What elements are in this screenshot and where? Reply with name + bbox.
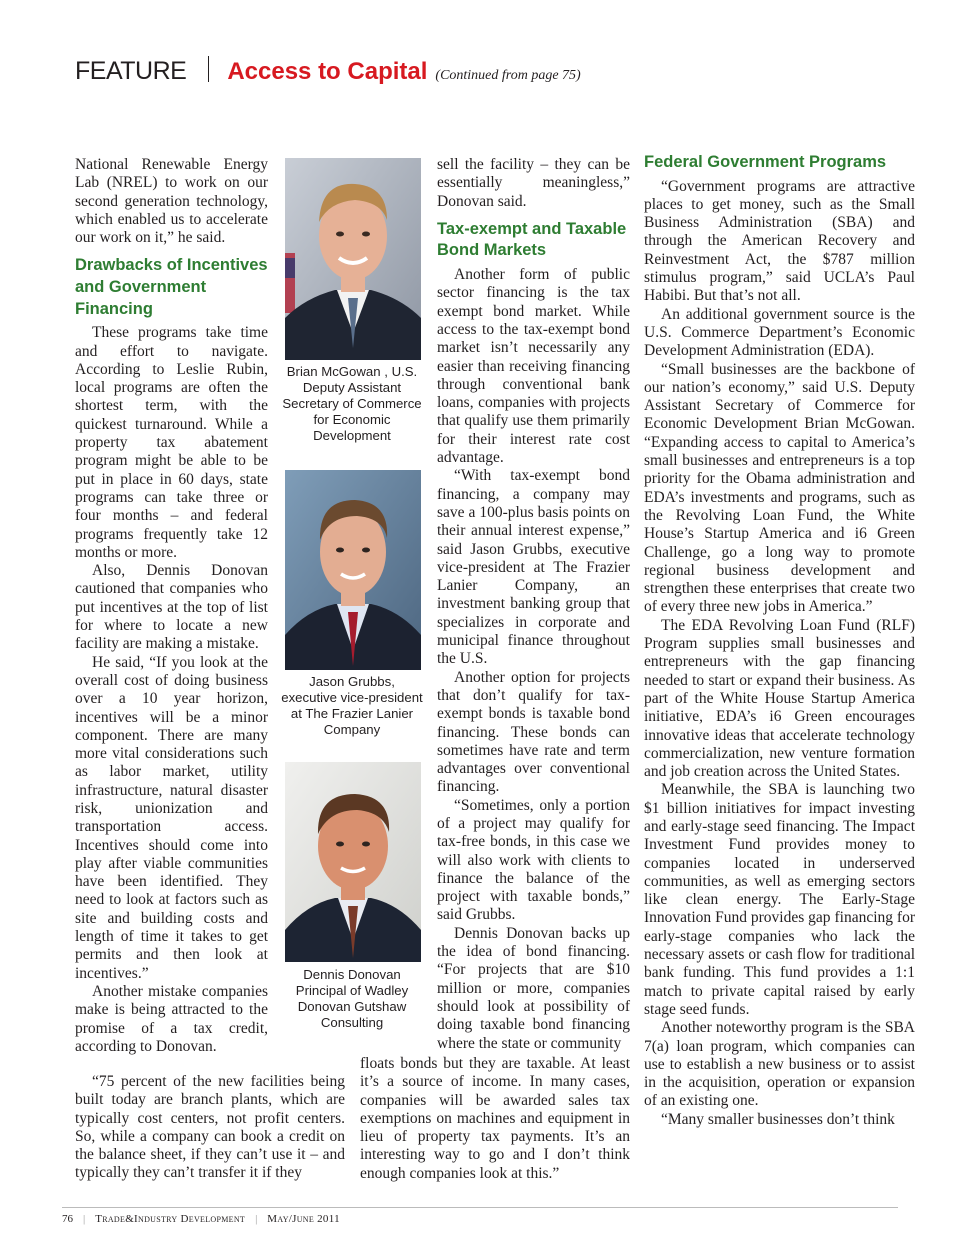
portrait-image	[285, 158, 421, 360]
column-4	[644, 152, 915, 1129]
column-3	[437, 156, 630, 1053]
photo-jason-grubbs	[285, 470, 421, 670]
column-1	[75, 156, 268, 1056]
paragraph: Dennis Donovan backs up the idea of bond financing. “For projects that are $10 million or more, companies should look at possibility of doing taxable bond financing where the state or community	[437, 924, 630, 1052]
paragraph: These programs take time and effort to navigate. According to Leslie Rubin, local programs are often the shortest term, with the quickest turnaround. While a property tax abatement program might be able to be put in place in 60 days, state programs can take three or four months – and federal programs frequently take 12 months or more.	[75, 324, 268, 561]
paragraph: “Many smaller businesses don’t think	[661, 1110, 895, 1128]
subhead-bond-markets: Tax-exempt and Taxable Bond Markets	[437, 219, 627, 260]
paragraph: Also, Dennis Donovan cautioned that companies who put incentives at the top of list for where to locate a new facility are making a mistake.	[75, 562, 268, 653]
header-divider	[208, 56, 209, 82]
portrait-image	[285, 762, 421, 962]
paragraph: sell the facility – they can be essentially meaningless,” Donovan said.	[437, 156, 630, 210]
paragraph: Another mistake companies make is being attracted to the promise of a tax credit, according to Donovan.	[75, 982, 268, 1055]
footer-divider: |	[83, 1213, 86, 1225]
section-label: FEATURE	[75, 57, 187, 85]
paragraph: “Government programs are attractive places to get money, such as the Small Business Administration (SBA) and through the American Recovery and Reinvestment Act, the $787 million stimulus program,” said UCLA’s Paul Habibi. But that’s not all.	[644, 177, 915, 305]
subhead-drawbacks: Drawbacks of Incentives and Government Financing	[75, 256, 268, 318]
footer-rule	[62, 1207, 898, 1208]
paragraph: Another noteworthy program is the SBA 7(a) loan program, which companies can use to establish a new business or to assist in the acquisition, operation or expansion of an existing one.	[644, 1019, 915, 1110]
paragraph: The EDA Revolving Loan Fund (RLF) Program supplies small businesses and entrepreneurs with the gap financing needed to start or expand their business. As part of the White House Startup America initiative, EDA’s i6 Green encourages innovative ideas that accelerate technology commercialization, new venture formation and job creation across the United States.	[644, 616, 915, 781]
paragraph: “Small businesses are the backbone of our nation’s economy,” said U.S. Deputy Assistant Secretary of Commerce for Economic Development Brian McGowan. “Expanding access to capital to America’s small businesses and entrepreneurs is a top priority for the Obama administration and EDA’s investments and programs, such as the Revolving Loan Fund, the White House’s Startup America and i6 Green Challenge, go a long way to promote regional business development and strengthen these enterprises that create two of every three new jobs in America.”	[644, 360, 915, 616]
continued-note: (Continued from page 75)	[435, 68, 581, 83]
paragraph: “With tax-exempt bond financing, a company may save a 100-plus basis points on their annual interest expense,” said Jason Grubbs, executive vice-president at The Frazier Lanier Company, an investment banking group that specializes in corporate and municipal finance throughout the U.S.	[437, 467, 630, 668]
caption-jason-grubbs: Jason Grubbs, executive vice-president at The Frazier Lanier Company	[281, 674, 423, 737]
paragraph: “Sometimes, only a portion of a project may qualify for tax-free bonds, in this case we will also work with clients to finance the balance of the project with taxable bonds,” said Grubbs.	[437, 796, 630, 924]
paragraph: Another form of public sector financing is the tax exempt bond market. While access to the tax-exempt bond market isn’t necessarily any easier than receiving financing through conventional bank loans, companies with projects that qualify use them primarily for their interest rate cost advantage.	[437, 266, 630, 467]
issue-date: May/June 2011	[267, 1213, 340, 1225]
paragraph: “75 percent of the new facilities being built today are branch plants, which are typically cost centers, not profit centers. So, while a company can book a credit on the balance sheet, if they can’t use it – and typically they can’t transfer it if they	[75, 1073, 345, 1182]
paragraph: An additional government source is the U.S. Commerce Department’s Economic Development Administration (EDA).	[644, 305, 915, 360]
footer-divider: |	[255, 1213, 258, 1225]
magazine-name: Trade&Industry Development	[95, 1213, 246, 1225]
paragraph: floats bonds but they are taxable. At least it’s a source of income. In many cases, companies will be awarded sales tax exemptions on machines and equipment in lieu of property tax payments. It’s an interesting way to go and I don’t think enough companies look at this.”	[360, 1055, 630, 1182]
portrait-image	[285, 470, 421, 670]
paragraph: National Renewable Energy Lab (NREL) to work on our second generation technology, which enabled us to accelerate our work on it,” he said.	[75, 156, 268, 247]
article-title: Access to Capital	[227, 58, 428, 85]
page-number: 76	[62, 1213, 73, 1225]
photo-dennis-donovan	[285, 762, 421, 962]
photo-brian-mcgowan	[285, 158, 421, 360]
caption-brian-mcgowan: Brian McGowan , U.S. Deputy Assistant Secretary of Commerce for Economic Development	[282, 364, 422, 443]
paragraph: He said, “If you look at the overall cost of doing business over a 10 year horizon, incentives will be a minor component. There are many more vital considerations such as labor market, utility infrastructure, natural disaster risk, unionization and transportation access. Incentives should come into play after viable communities have been identified. They need to look at factors such as site and building costs and length of time it takes to get permits and then look at incentives.”	[75, 653, 268, 982]
page-header	[75, 56, 581, 88]
column-1-wide	[75, 1073, 345, 1183]
caption-dennis-donovan: Dennis Donovan Principal of Wadley Donovan Gutshaw Consulting	[295, 967, 409, 1030]
column-3-wide	[360, 1055, 630, 1183]
paragraph: Meanwhile, the SBA is launching two $1 billion initiatives for impact investing and early-stage seed financing. The Impact Investment Fund provides money to companies located in underserved communities, as well as emerging sectors like clean energy. The Early-Stage Innovation Fund provides gap financing for early-stage companies who lack the necessary assets or cash flow for traditional bank funding. This fund provides a 1:1 match to private capital raised by early stage seed funds.	[644, 781, 915, 1018]
subhead-federal-programs: Federal Government Programs	[644, 153, 887, 171]
page-footer	[62, 1213, 340, 1225]
paragraph: Another option for projects that don’t qualify for tax-exempt bonds is taxable bond financing. These bonds can sometimes have rate and term advantages over conventional financing.	[437, 668, 630, 796]
